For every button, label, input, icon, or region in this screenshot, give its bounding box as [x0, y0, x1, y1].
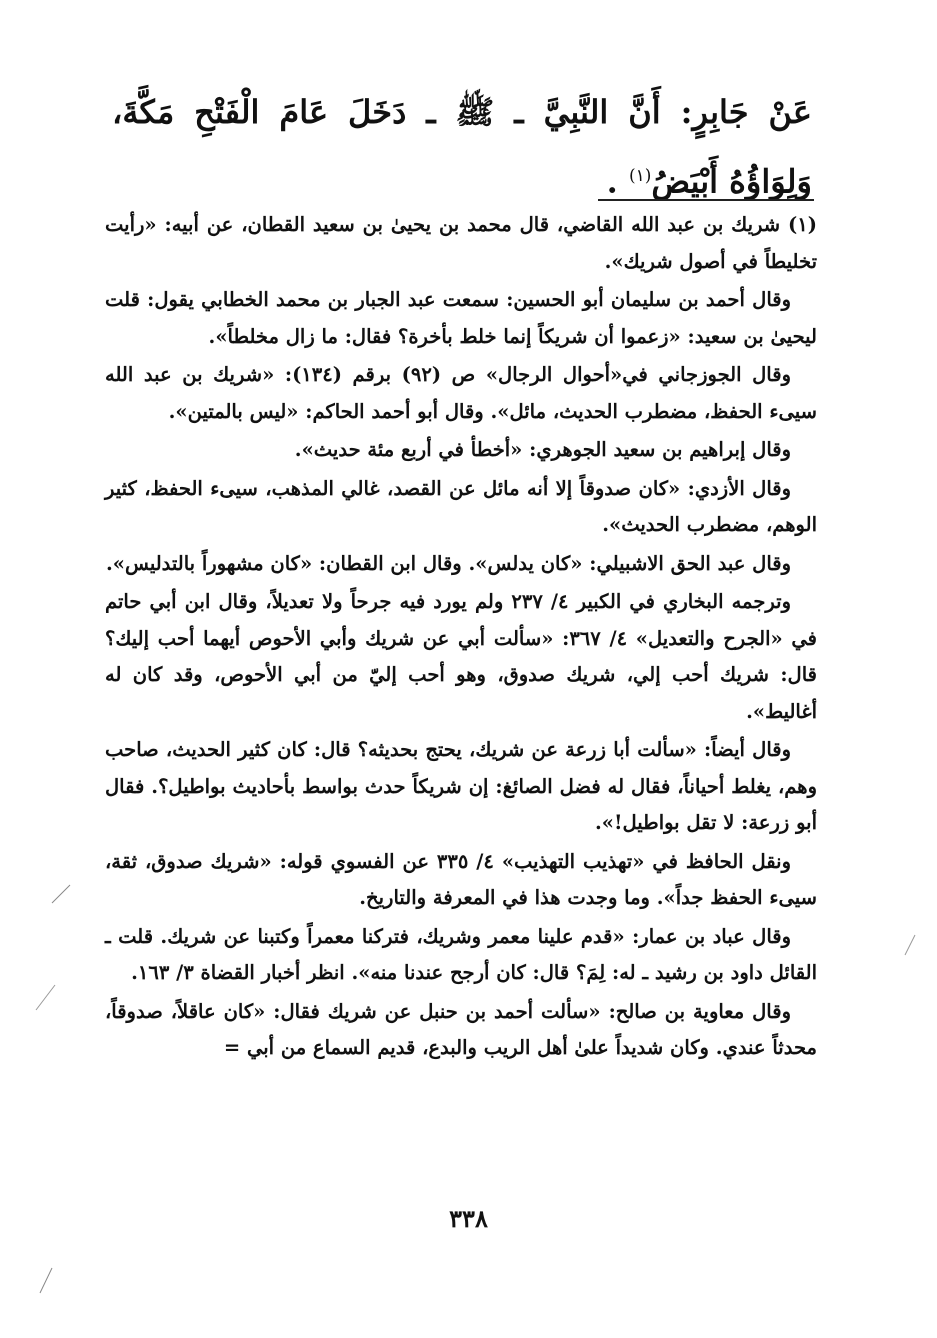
footnote-paragraph: وقال أحمد بن سليمان أبو الحسين: سمعت عبد الجبار بن محمد الخطابي يقول: قلت ليحيىٰ بن سعيد: «زعموا أن شريكاً إنما خلط بأخرة؟ فقال: ما زال مخلطاً».	[105, 288, 817, 348]
hadith-line-1: عَنْ جَابِرٍ: أَنَّ النَّبِيَّ ـ ﷺ ـ دَخَلَ عَامَ الْفَتْحِ مَكَّةَ، وَلِوَاؤُهُ	[112, 93, 812, 201]
footnote-paragraph: ونقل الحافظ في «تهذيب التهذيب» ٤/ ٣٣٥ عن الفسوي قوله: «شريك صدوق، ثقة، سيىء الحفظ جداً». وما وجدت هذا في المعرفة والتاريخ.	[105, 849, 817, 909]
footnote-paragraph: وقال أيضاً: «سألت أبا زرعة عن شريك، يحتج بحديثه؟ قال: كان كثير الحديث، صاحب وهم، يغلط أحياناً، فقال له فضل الصائغ: إن شريكاً حدث بواسط بأحاديث بواطيل؟. فقال أبو زرعة: لا تقل بواطيل!».	[105, 738, 817, 834]
hadith-line-2-end: .	[606, 162, 618, 201]
hadith-text	[112, 80, 812, 214]
scan-scratch-mark	[905, 935, 915, 955]
footnote-separator	[598, 199, 814, 201]
page-number: ٣٣٨	[449, 1204, 488, 1233]
footnote-paragraph: وقال عبد الحق الاشبيلي: «كان يدلس». وقال ابن القطان: «كان مشهوراً بالتدليس».	[106, 551, 791, 575]
footnote-paragraph: وقال معاوية بن صالح: «سألت أحمد بن حنبل عن شريك فقال: «كان عاقلاً، صدوقاً، محدثاً عندي. وكان شديداً علىٰ أهل الريب والبدع، قديم السماع من أبي =	[105, 999, 817, 1059]
footnote-paragraph: وقال الجوزجاني في«أحوال الرجال» ص (٩٢) برقم (١٣٤): «شريك بن عبد الله سيىء الحفظ، مضطرب الحديث، مائل». وقال أبو أحمد الحاكم: «ليس بالمتين».	[105, 363, 817, 423]
footnote-paragraph: (١) شريك بن عبد الله القاضي، قال محمد بن يحيىٰ بن سعيد القطان، عن أبيه: «رأيت تخليطاً في أصول شريك».	[105, 213, 817, 273]
footnotes	[105, 207, 817, 1067]
hadith-line-2: أَبْيَضُ	[651, 162, 719, 201]
footnote-reference: (١)	[628, 166, 652, 186]
footnote-paragraph: وقال الأزدي: «كان صدوقاً إلا أنه مائل عن القصد، غالي المذهب، سيىء الحفظ، كثير الوهم، مضطرب الحديث».	[105, 476, 817, 536]
scan-scratch-mark	[52, 885, 70, 903]
scan-scratch-mark	[36, 985, 55, 1010]
scan-scratch-mark	[40, 1268, 52, 1293]
footnote-paragraph: وقال إبراهيم بن سعيد الجوهري: «أخطأ في أربع مئة حديث».	[294, 438, 791, 461]
footnote-paragraph: وترجمه البخاري في الكبير ٤/ ٢٣٧ ولم يورد فيه جرحاً ولا تعديلاً، وقال ابن أبي حاتم في «الجرح والتعديل» ٤/ ٣٦٧: «سألت أبي عن شريك وأبي الأحوص أيهما أحب إليك؟ قال: شريك أحب إلي، شريك صدوق، وهو أحب إليّ من أبي الأحوص، وقد كان له أغاليط».	[105, 590, 818, 723]
footnote-paragraph: وقال عباد بن عمار: «قدم علينا معمر وشريك، فتركنا معمراً وكتبنا عن شريك. قلت ـ القائل داود بن رشيد ـ له: لِمَ؟ قال: كان أرجح عندنا منه». انظر أخبار القضاة ٣/ ١٦٣.	[105, 924, 817, 984]
